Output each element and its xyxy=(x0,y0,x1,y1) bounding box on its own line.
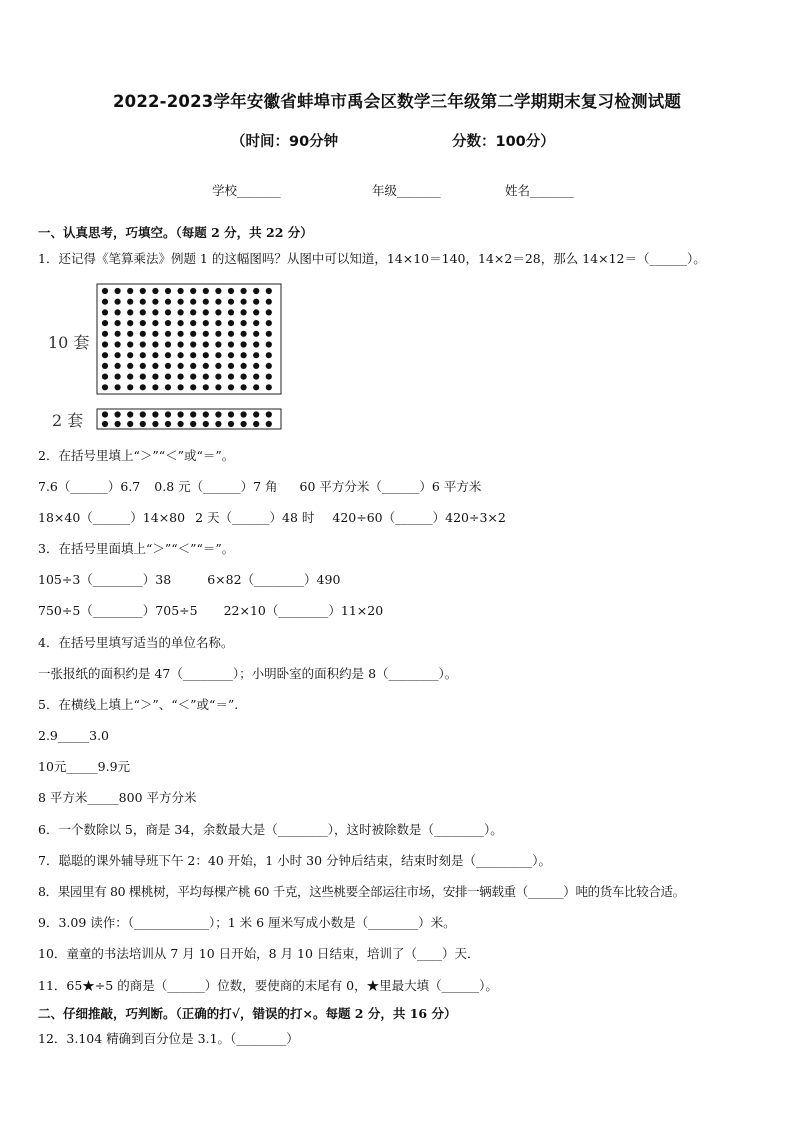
dot xyxy=(152,320,158,326)
dot xyxy=(266,288,272,294)
dot xyxy=(115,341,121,347)
dot xyxy=(115,363,121,369)
dot xyxy=(102,411,108,417)
question-11: 11．65★÷5 的商是（______）位数，要使商的末尾有 0，★里最大填（______）。 xyxy=(38,978,498,993)
dot xyxy=(253,421,259,427)
dot xyxy=(203,341,209,347)
dot xyxy=(178,320,184,326)
dot xyxy=(165,320,171,326)
dot xyxy=(115,320,121,326)
dot xyxy=(241,288,247,294)
dot xyxy=(165,363,171,369)
question-5-line-2: 10元_____9.9元 xyxy=(38,759,131,774)
dot xyxy=(165,411,171,417)
dot xyxy=(190,363,196,369)
dot xyxy=(165,288,171,294)
dot xyxy=(165,331,171,337)
dot xyxy=(102,309,108,315)
question-6: 6．一个数除以 5，商是 34，余数最大是（________），这时被除数是（________）。 xyxy=(38,822,503,837)
dot xyxy=(241,320,247,326)
dot xyxy=(228,352,234,358)
question-4-line: 一张报纸的面积约是 47（________）；小明卧室的面积约是 8（________）。 xyxy=(38,666,458,681)
dot xyxy=(215,320,221,326)
q2-item: 18×40（______）14×80 xyxy=(38,510,186,525)
dot xyxy=(152,352,158,358)
dot xyxy=(152,411,158,417)
dot xyxy=(115,288,121,294)
dot xyxy=(102,352,108,358)
question-3-row-2 xyxy=(38,603,383,619)
dot xyxy=(178,341,184,347)
question-5-line-1: 2.9_____3.0 xyxy=(38,728,110,743)
dot xyxy=(228,309,234,315)
question-5-line-3: 8 平方米_____800 平方分米 xyxy=(38,790,197,805)
dot xyxy=(203,363,209,369)
question-3-row-1 xyxy=(38,572,340,588)
dot xyxy=(127,421,133,427)
dot xyxy=(203,320,209,326)
dot xyxy=(266,309,272,315)
dot xyxy=(152,299,158,305)
label-2-sets: 2 套 xyxy=(52,411,84,430)
dot xyxy=(228,299,234,305)
dot xyxy=(215,309,221,315)
dot xyxy=(266,299,272,305)
dot xyxy=(165,352,171,358)
q3-item: 6×82（________）490 xyxy=(207,572,341,587)
dot xyxy=(127,341,133,347)
q2-item: 0.8 元（______）7 角 xyxy=(154,479,278,494)
dot xyxy=(241,374,247,380)
dot xyxy=(253,299,259,305)
dot xyxy=(203,411,209,417)
dot xyxy=(203,421,209,427)
dot xyxy=(203,374,209,380)
dot xyxy=(241,363,247,369)
question-4: 4．在括号里填写适当的单位名称。 xyxy=(38,635,234,650)
dot xyxy=(190,341,196,347)
dot xyxy=(152,341,158,347)
dot xyxy=(228,341,234,347)
dot xyxy=(152,331,158,337)
dot xyxy=(102,320,108,326)
dot xyxy=(127,288,133,294)
dot xyxy=(228,384,234,390)
dot-array-figure xyxy=(44,282,289,432)
dot xyxy=(115,384,121,390)
exam-score: 分数：100分） xyxy=(452,134,555,150)
dot xyxy=(152,309,158,315)
question-12: 12．3.104 精确到百分位是 3.1。（________） xyxy=(38,1031,299,1046)
dot xyxy=(253,341,259,347)
dot xyxy=(140,320,146,326)
dot xyxy=(190,299,196,305)
dot xyxy=(140,411,146,417)
dot xyxy=(115,331,121,337)
dot xyxy=(266,341,272,347)
dot xyxy=(266,320,272,326)
dot xyxy=(253,411,259,417)
page-title: 2022-2023学年安徽省蚌埠市禹会区数学三年级第二学期期末复习检测试题 xyxy=(112,92,682,111)
dot xyxy=(190,331,196,337)
dot xyxy=(102,384,108,390)
dot xyxy=(127,320,133,326)
name-field: 姓名_______ xyxy=(505,183,574,198)
dot xyxy=(178,288,184,294)
dot xyxy=(178,299,184,305)
dot xyxy=(115,374,121,380)
dot xyxy=(241,411,247,417)
question-8: 8．果园里有 80 棵桃树，平均每棵产桃 60 千克，这些桃要全部运往市场，安排一辆载重（______）吨的货车比较合适。 xyxy=(38,884,685,899)
dot xyxy=(152,384,158,390)
question-10: 10．童童的书法培训从 7 月 10 日开始，8 月 10 日结束，培训了（____）天． xyxy=(38,946,480,961)
dot xyxy=(266,363,272,369)
dot xyxy=(253,288,259,294)
dot xyxy=(190,374,196,380)
dot xyxy=(253,363,259,369)
dot xyxy=(140,288,146,294)
dot xyxy=(127,363,133,369)
dot xyxy=(102,341,108,347)
dot xyxy=(178,384,184,390)
dot xyxy=(215,411,221,417)
dot xyxy=(178,331,184,337)
dot xyxy=(253,352,259,358)
question-1: 1．还记得《笔算乘法》例题 1 的这幅图吗？从图中可以知道，14×10＝140，14×2＝28，那么 14×12＝（______）。 xyxy=(38,251,706,266)
dot xyxy=(165,384,171,390)
question-2: 2．在括号里填上“＞”“＜”或“＝”。 xyxy=(38,448,235,463)
q3-item: 750÷5（________）705÷5 xyxy=(38,603,198,618)
question-2-row-1 xyxy=(38,479,481,495)
dot xyxy=(115,309,121,315)
dot xyxy=(178,374,184,380)
dot xyxy=(152,288,158,294)
dot xyxy=(253,374,259,380)
dot xyxy=(228,411,234,417)
dot xyxy=(190,384,196,390)
question-5: 5．在横线上填上“＞”、“＜”或“＝”. xyxy=(38,697,239,712)
q2-item: 60 平方分米（______）6 平方米 xyxy=(299,479,482,494)
dot xyxy=(228,421,234,427)
dot xyxy=(215,352,221,358)
dot xyxy=(140,352,146,358)
dot xyxy=(215,288,221,294)
dot xyxy=(115,421,121,427)
dot xyxy=(140,341,146,347)
dot xyxy=(190,421,196,427)
dot xyxy=(228,331,234,337)
dot xyxy=(215,363,221,369)
dot xyxy=(266,411,272,417)
dot xyxy=(190,288,196,294)
dot xyxy=(241,421,247,427)
dot xyxy=(165,299,171,305)
dot xyxy=(266,352,272,358)
question-3: 3．在括号里面填上“＞”“＜”“＝”。 xyxy=(38,541,235,556)
dot xyxy=(253,309,259,315)
dot xyxy=(127,352,133,358)
section-2-heading: 二、仔细推敲，巧判断。（正确的打√，错误的打×。每题 2 分，共 16 分） xyxy=(38,1006,457,1021)
dot xyxy=(215,331,221,337)
label-10-sets: 10 套 xyxy=(48,333,90,352)
dot xyxy=(165,309,171,315)
dot xyxy=(215,374,221,380)
dot xyxy=(140,331,146,337)
dot xyxy=(102,374,108,380)
dot xyxy=(266,374,272,380)
dot xyxy=(203,288,209,294)
dot xyxy=(102,299,108,305)
dot xyxy=(253,331,259,337)
dot xyxy=(140,299,146,305)
dot xyxy=(178,421,184,427)
dot xyxy=(266,331,272,337)
dot xyxy=(241,331,247,337)
dot xyxy=(215,341,221,347)
dot xyxy=(102,288,108,294)
q2-item: 7.6（______）6.7 xyxy=(38,479,141,494)
dot xyxy=(127,384,133,390)
dot xyxy=(241,309,247,315)
dot xyxy=(203,352,209,358)
dot xyxy=(253,320,259,326)
dot xyxy=(102,363,108,369)
dot xyxy=(102,421,108,427)
dot xyxy=(190,411,196,417)
dot xyxy=(165,341,171,347)
q2-item: 2 天（______）48 时 xyxy=(195,510,315,525)
dot xyxy=(115,299,121,305)
question-2-row-2 xyxy=(38,510,506,526)
dot xyxy=(241,299,247,305)
question-9: 9．3.09 读作：（____________）；1 米 6 厘米写成小数是（________）米。 xyxy=(38,915,456,930)
dot xyxy=(241,341,247,347)
dot xyxy=(165,374,171,380)
exam-time: （时间：90分钟 xyxy=(231,134,339,150)
dot xyxy=(215,384,221,390)
dot xyxy=(165,421,171,427)
dot xyxy=(152,421,158,427)
question-7: 7．聪聪的课外辅导班下午 2：40 开始，1 小时 30 分钟后结束，结束时刻是（_________）。 xyxy=(38,853,552,868)
dot xyxy=(140,374,146,380)
dot xyxy=(190,320,196,326)
dot xyxy=(266,384,272,390)
dot xyxy=(266,421,272,427)
school-field: 学校_______ xyxy=(212,183,281,198)
dot xyxy=(241,352,247,358)
dot xyxy=(140,363,146,369)
dot xyxy=(127,331,133,337)
dot xyxy=(190,309,196,315)
dot xyxy=(115,411,121,417)
dot xyxy=(253,384,259,390)
dot xyxy=(203,309,209,315)
dot xyxy=(178,352,184,358)
dot xyxy=(178,363,184,369)
dot xyxy=(140,309,146,315)
bottom-dot-frame xyxy=(97,409,281,429)
dot xyxy=(215,421,221,427)
dot xyxy=(190,352,196,358)
dot xyxy=(215,299,221,305)
bottom-dots xyxy=(102,411,272,427)
dot xyxy=(228,288,234,294)
q3-item: 105÷3（________）38 xyxy=(38,572,172,587)
dot xyxy=(228,320,234,326)
dot xyxy=(178,309,184,315)
dot xyxy=(152,374,158,380)
dot xyxy=(127,374,133,380)
section-1-heading: 一、认真思考，巧填空。（每题 2 分，共 22 分） xyxy=(38,225,313,240)
dot xyxy=(127,411,133,417)
dot xyxy=(203,384,209,390)
dot xyxy=(127,309,133,315)
dot xyxy=(140,384,146,390)
dot xyxy=(102,331,108,337)
dot xyxy=(241,384,247,390)
q3-item: 22×10（________）11×20 xyxy=(223,603,384,618)
q2-item: 420÷60（______）420÷3×2 xyxy=(332,510,506,525)
top-dots xyxy=(102,288,272,391)
dot xyxy=(228,363,234,369)
dot xyxy=(140,421,146,427)
dot xyxy=(203,299,209,305)
grade-field: 年级_______ xyxy=(372,183,441,198)
dot xyxy=(228,374,234,380)
dot xyxy=(203,331,209,337)
dot xyxy=(178,411,184,417)
dot xyxy=(127,299,133,305)
dot xyxy=(115,352,121,358)
dot xyxy=(152,363,158,369)
